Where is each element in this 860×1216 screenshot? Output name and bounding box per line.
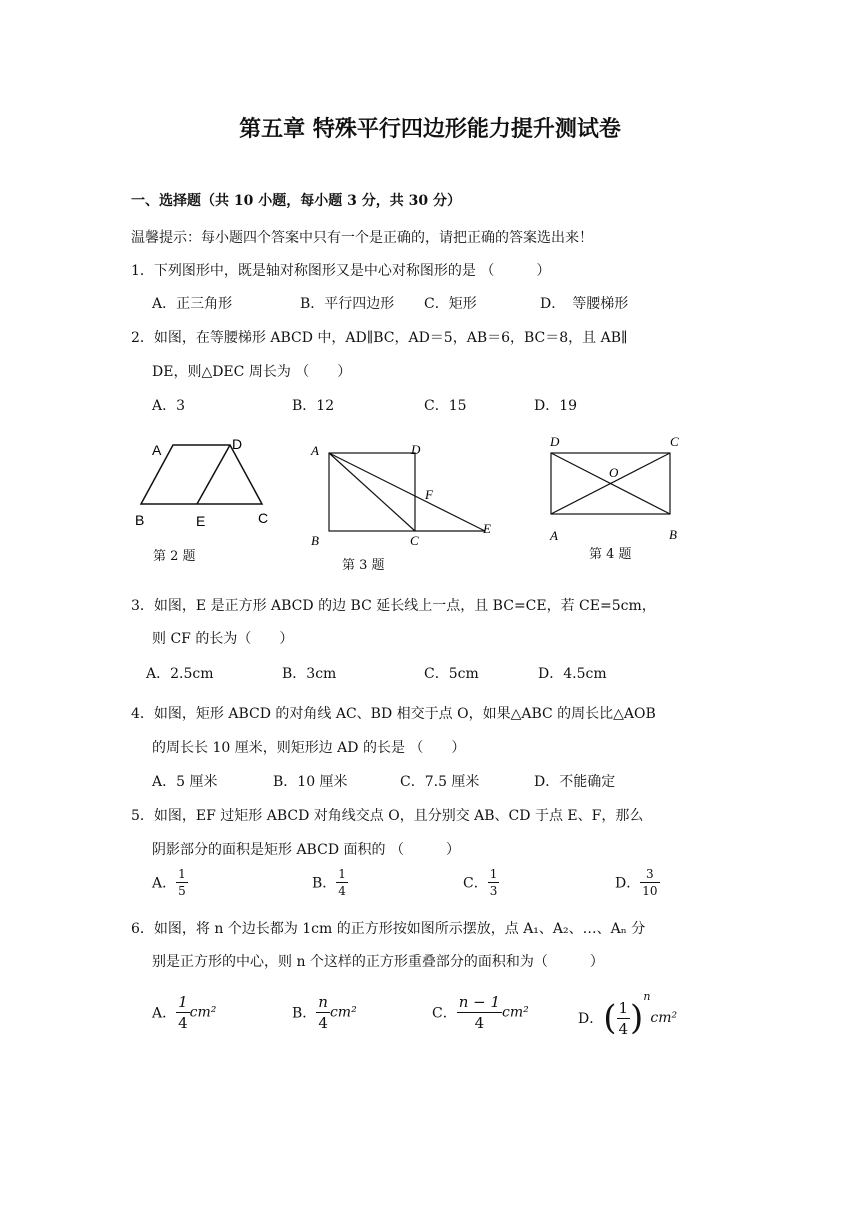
q5-fraction-d: $\frac{3}{10}$ [642,867,658,898]
q2-option-b: B．12 [292,398,335,414]
q5-option-a: A． $\frac{1}{5}$ [152,867,186,898]
fig2-label-c: C [258,510,269,526]
fig4-label-o: O [609,465,619,480]
fig3-label-e: E [483,521,491,536]
q6-option-a: A． $\frac{1}{4}$ cm² [152,993,217,1032]
fig3-label-f: F [425,487,433,502]
q5-option-c: C． $\frac{1}{3}$ [463,867,498,898]
fig3-label-c: C [410,533,419,548]
question-5-line2: 阴影部分的面积是矩形 ABCD 面积的 （ ） [152,842,460,858]
figure-2-caption: 第 2 题 [153,549,196,564]
fig3-label-a: A [311,443,319,458]
page-title: 第五章 特殊平行四边形能力提升测试卷 [239,117,621,142]
figure-3-square [310,442,491,548]
fig4-label-b: B [669,527,677,542]
question-2-line1: 2．如图，在等腰梯形 ABCD 中，AD∥BC，AD＝5，AB＝6，BC＝8，且 AB∥ [131,330,628,346]
q6-fraction-b: $\frac{n}{4}$ [318,993,328,1032]
fig2-label-a: A [152,442,162,458]
fig3-label-d: D [411,442,421,457]
q4-option-b: B．10 厘米 [273,774,348,790]
q5-fraction-c: $\frac{1}{3}$ [489,867,498,898]
q1-option-a: A．正三角形 [152,296,233,312]
section-heading: 一、选择题（共 10 小题，每小题 3 分，共 30 分） [131,193,461,209]
q3-option-a: A．2.5cm [146,666,214,682]
q1-option-b: B．平行四边形 [300,296,395,312]
q1-option-d: D． 等腰梯形 [540,296,629,312]
question-2-line2: DE，则△DEC 周长为 （ ） [152,364,352,380]
q6-option-d: D．( $\frac{1}{4}$ )$^n$cm² [578,990,678,1038]
q5-option-b: B． $\frac{1}{4}$ [312,867,346,898]
question-6-line2: 别是正方形的中心，则 n 个这样的正方形重叠部分的面积和为（ ） [152,954,604,970]
q3-option-d: D．4.5cm [538,666,607,682]
fig2-label-b: B [135,512,145,528]
question-3-line2: 则 CF 的长为（ ） [152,631,294,647]
q5-fraction-a: $\frac{1}{5}$ [178,867,186,898]
fig4-label-c: C [670,434,679,449]
question-5-line1: 5．如图，EF 过矩形 ABCD 对角线交点 O，且分别交 AB、CD 于点 E、F，那么 [131,808,644,824]
fig4-label-d: D [550,434,560,449]
fig2-label-d: D [232,436,243,452]
figure-2-trapezoid [135,436,268,529]
q4-option-c: C．7.5 厘米 [400,774,480,790]
q6-option-c: C． $\frac{n - 1}{4}$ cm² [432,993,529,1032]
fig2-label-e: E [196,513,206,529]
figure-3-caption: 第 3 题 [342,558,385,573]
fig4-label-a: A [550,528,558,543]
q4-option-a: A．5 厘米 [152,774,218,790]
q1-option-c: C．矩形 [424,296,477,312]
question-1-stem: 1．下列图形中，既是轴对称图形又是中心对称图形的是 （ ） [131,263,551,279]
q6-fraction-d: $\frac{1}{4}$ [618,998,629,1038]
q2-option-d: D．19 [534,398,578,414]
q3-option-c: C．5cm [424,666,479,682]
q2-option-c: C．15 [424,398,467,414]
q3-option-b: B．3cm [282,666,337,682]
question-6-line1: 6．如图，将 n 个边长都为 1cm 的正方形按如图所示摆放，点 A₁、A₂、…、Aₙ 分 [131,921,646,937]
q4-option-d: D．不能确定 [534,774,616,790]
q6-fraction-a: $\frac{1}{4}$ [178,993,188,1032]
figure-4-caption: 第 4 题 [589,547,632,562]
question-3-line1: 3．如图，E 是正方形 ABCD 的边 BC 延长线上一点，且 BC=CE，若 CE=5cm， [131,598,656,614]
q6-option-b: B． $\frac{n}{4}$ cm² [292,993,357,1032]
q5-option-d: D． $\frac{3}{10}$ [615,867,658,898]
q2-option-a: A．3 [152,398,186,414]
q6-fraction-c: $\frac{n - 1}{4}$ [458,993,501,1032]
fig3-label-b: B [311,533,319,548]
figure-4-rectangle [549,434,679,543]
hint-text: 温馨提示：每小题四个答案中只有一个是正确的，请把正确的答案选出来！ [131,230,593,246]
q5-fraction-b: $\frac{1}{4}$ [338,867,346,898]
question-4-line2: 的周长长 10 厘米，则矩形边 AD 的长是 （ ） [152,740,466,756]
question-4-line1: 4．如图，矩形 ABCD 的对角线 AC、BD 相交于点 O，如果△ABC 的周长比△AOB [131,706,656,722]
